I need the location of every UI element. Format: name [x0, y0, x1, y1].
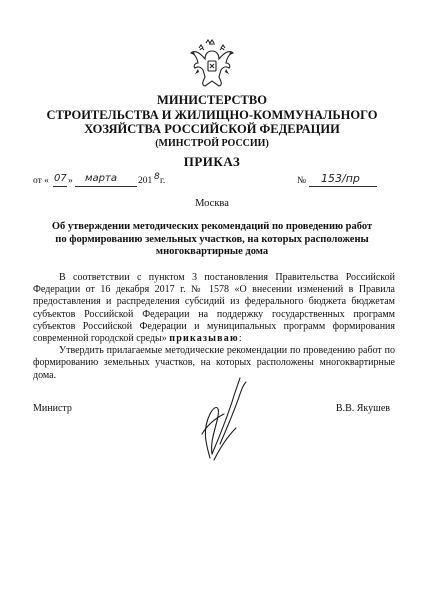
date-year-digit: 8 [154, 172, 160, 182]
ministry-line-2: СТРОИТЕЛЬСТВА И ЖИЛИЩНО-КОММУНАЛЬНОГО [46, 107, 378, 122]
city: Москва [195, 198, 229, 209]
handwritten-signature [180, 374, 252, 464]
title-line-2: по формированию земельных участков, на которых расположены [55, 233, 369, 245]
paragraph-1-text: В соответствии с пунктом 3 постановления Правительства Российской Федерации от 16 декабря 2017 г. № 1578 «О внесении изменений в Правила предоставления и распределения субсидий из федерального бюджета бюджетам субъектов Российской Федерации на поддержку государственных программ субъектов Российской Федерации и муниципальных программ формирования современной городской среды» [33, 272, 395, 345]
date-quote-close: » [68, 176, 73, 186]
signatory-name: В.В. Якушев [335, 403, 390, 414]
document-type-heading: ПРИКАЗ [183, 154, 241, 169]
document-date [33, 172, 183, 193]
day-underline [53, 186, 67, 187]
coat-of-arms-emblem [189, 39, 235, 89]
ministry-short-name: (МИНСТРОЙ РОССИИ) [155, 138, 269, 149]
date-year-prefix: 201 [138, 176, 153, 186]
number-underline [309, 186, 377, 187]
number-prefix: № [297, 176, 307, 186]
order-word: приказываю [169, 333, 239, 345]
number-value: 153/пр [321, 172, 360, 185]
document-body [33, 272, 395, 382]
month-underline [75, 186, 137, 187]
title-line-1: Об утверждении методических рекомендаций по проведению работ [51, 221, 373, 232]
title-line-3: многоквартирные дома [155, 246, 269, 257]
order-colon: : [238, 333, 242, 345]
date-prefix: от « [33, 176, 49, 186]
date-suffix: г. [160, 176, 166, 186]
document-title [40, 221, 384, 259]
date-month: марта [85, 173, 117, 184]
document-number [297, 172, 397, 193]
body-paragraph-1 [33, 272, 395, 345]
body-paragraph-2: Утвердить прилагаемые методические рекомендации по проведению работ по формированию земельных участков, на которых расположены многоквартирные дома. [33, 345, 395, 381]
ministry-line-3: ХОЗЯЙСТВА РОССИЙСКОЙ ФЕДЕРАЦИИ [84, 122, 340, 136]
date-day: 07 [54, 173, 67, 184]
signatory-position: Министр [33, 403, 72, 414]
ministry-name [20, 93, 404, 137]
ministry-line-1: МИНИСТЕРСТВО [157, 93, 267, 107]
